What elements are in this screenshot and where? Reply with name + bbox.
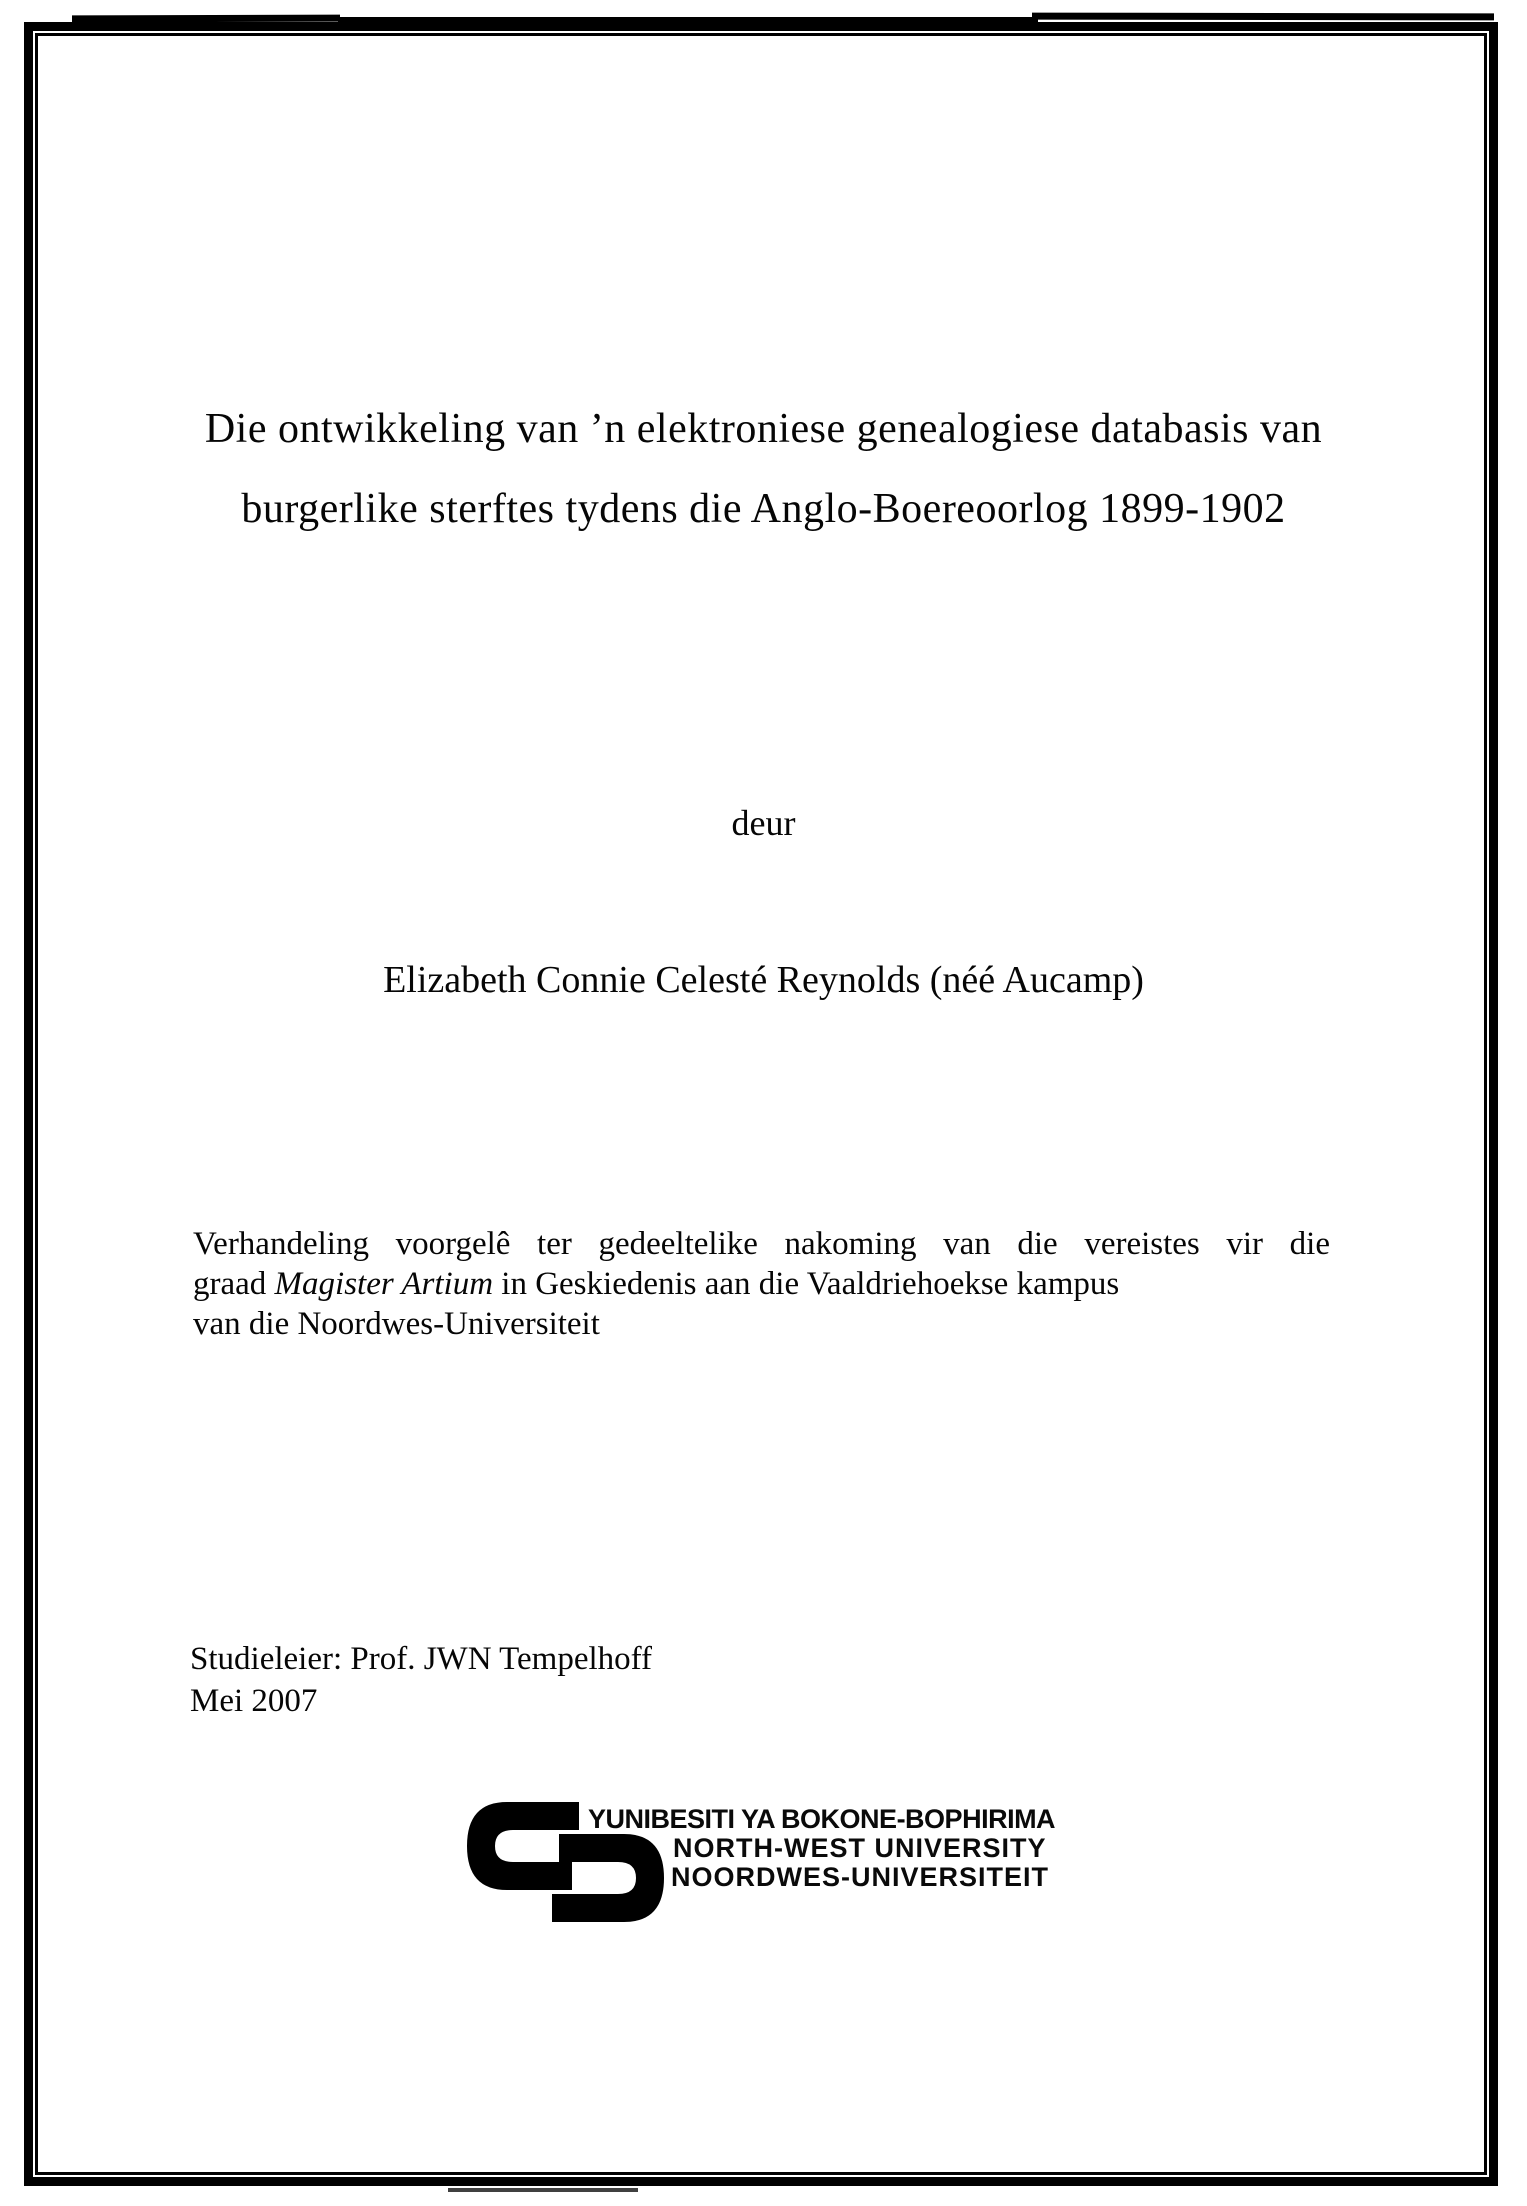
supervisor-line: Studieleier: Prof. JWN Tempelhoff	[190, 1641, 653, 1677]
university-name-english: NORTH-WEST UNIVERSITY	[673, 1833, 1047, 1863]
degree-statement-line2-prefix: graad	[193, 1266, 275, 1302]
scan-artifact	[1032, 13, 1494, 21]
thesis-title-line1: Die ontwikkeling van ’n elektroniese genealogiese databasis van	[204, 406, 1323, 452]
degree-statement-line1: Verhandeling voorgelê ter gedeeltelike nakoming van die vereistes vir die	[193, 1226, 1330, 1262]
thesis-title	[0, 389, 1527, 549]
degree-name-italic: Magister Artium	[274, 1266, 494, 1302]
degree-statement-line3: van die Noordwes-Universiteit	[193, 1306, 600, 1342]
degree-statement-line2-suffix: in Geskiedenis aan die Vaaldriehoekse kampus	[493, 1266, 1120, 1302]
credits-block	[190, 1638, 652, 1722]
date-line: Mei 2007	[190, 1683, 318, 1719]
degree-statement-line2	[193, 1264, 1330, 1304]
thesis-title-line2: burgerlike sterftes tydens die Anglo-Boereoorlog 1899-1902	[241, 486, 1286, 532]
author-name: Elizabeth Connie Celesté Reynolds (néé Aucamp)	[383, 959, 1144, 1001]
byline: deur	[731, 803, 796, 843]
university-name-afrikaans: NOORDWES-UNIVERSITEIT	[671, 1862, 1050, 1892]
degree-statement	[193, 1224, 1330, 1344]
university-name-setswana: YUNIBESITI YA BOKONE-BOPHIRIMA	[588, 1804, 1056, 1834]
scan-artifact	[448, 2188, 638, 2192]
